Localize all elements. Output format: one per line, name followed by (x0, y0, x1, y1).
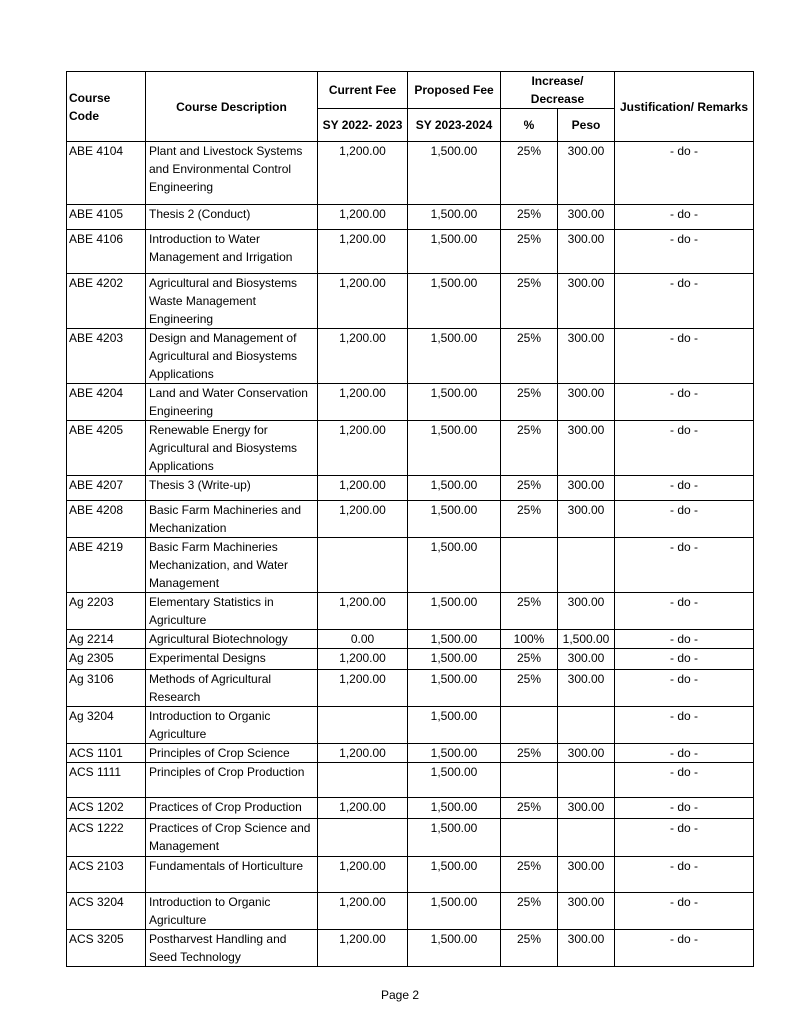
remarks-cell: - do - (615, 649, 754, 670)
peso-cell: 300.00 (558, 930, 615, 967)
peso-cell: 300.00 (558, 329, 615, 384)
table-row (67, 384, 754, 421)
course-code-cell: ACS 1101 (67, 744, 146, 763)
remarks-cell: - do - (615, 630, 754, 649)
course-code-cell: ACS 3204 (67, 893, 146, 930)
remarks-cell: - do - (615, 205, 754, 230)
remarks-cell: - do - (615, 744, 754, 763)
proposed-fee-cell: 1,500.00 (408, 329, 501, 384)
peso-cell: 300.00 (558, 274, 615, 329)
course-description-cell: Renewable Energy for Agricultural and Biosystems Applications (146, 421, 318, 476)
percent-cell: 25% (501, 593, 558, 630)
percent-cell: 25% (501, 930, 558, 967)
table-row (67, 630, 754, 649)
proposed-fee-cell: 1,500.00 (408, 893, 501, 930)
course-code-cell: Ag 3204 (67, 707, 146, 744)
header-increase-decrease: Increase/ Decrease (501, 72, 615, 109)
course-description-cell: Practices of Crop Science and Management (146, 819, 318, 857)
course-code-cell: ABE 4207 (67, 476, 146, 501)
course-code-cell: ABE 4106 (67, 230, 146, 274)
proposed-fee-cell: 1,500.00 (408, 649, 501, 670)
current-fee-cell: 1,200.00 (318, 649, 408, 670)
peso-cell: 300.00 (558, 501, 615, 538)
current-fee-cell: 0.00 (318, 630, 408, 649)
course-description-cell: Introduction to Organic Agriculture (146, 707, 318, 744)
course-code-cell: Ag 2203 (67, 593, 146, 630)
proposed-fee-cell: 1,500.00 (408, 670, 501, 707)
header-course-description: Course Description (146, 72, 318, 142)
table-row (67, 205, 754, 230)
current-fee-cell: 1,200.00 (318, 893, 408, 930)
course-code-cell: Ag 2305 (67, 649, 146, 670)
remarks-cell: - do - (615, 819, 754, 857)
course-description-cell: Introduction to Organic Agriculture (146, 893, 318, 930)
percent-cell: 25% (501, 205, 558, 230)
percent-cell (501, 538, 558, 593)
fee-table (66, 71, 754, 967)
peso-cell (558, 538, 615, 593)
proposed-fee-cell: 1,500.00 (408, 230, 501, 274)
table-row (67, 501, 754, 538)
remarks-cell: - do - (615, 384, 754, 421)
remarks-cell: - do - (615, 501, 754, 538)
percent-cell: 25% (501, 744, 558, 763)
course-description-cell: Basic Farm Machineries Mechanization, and Water Management (146, 538, 318, 593)
current-fee-cell: 1,200.00 (318, 593, 408, 630)
table-row (67, 930, 754, 967)
peso-cell: 300.00 (558, 893, 615, 930)
percent-cell: 25% (501, 142, 558, 205)
course-code-cell: ACS 1202 (67, 798, 146, 819)
percent-cell: 25% (501, 230, 558, 274)
percent-cell: 25% (501, 274, 558, 329)
current-fee-cell: 1,200.00 (318, 930, 408, 967)
proposed-fee-cell: 1,500.00 (408, 205, 501, 230)
proposed-fee-cell: 1,500.00 (408, 421, 501, 476)
peso-cell: 300.00 (558, 384, 615, 421)
course-description-cell: Principles of Crop Production (146, 763, 318, 798)
table-header (67, 72, 754, 142)
table-row (67, 707, 754, 744)
current-fee-cell: 1,200.00 (318, 274, 408, 329)
table-row (67, 230, 754, 274)
course-code-cell: ABE 4104 (67, 142, 146, 205)
proposed-fee-cell: 1,500.00 (408, 384, 501, 421)
course-description-cell: Agricultural Biotechnology (146, 630, 318, 649)
current-fee-cell (318, 763, 408, 798)
table-row (67, 744, 754, 763)
current-fee-cell: 1,200.00 (318, 501, 408, 538)
percent-cell: 25% (501, 798, 558, 819)
course-code-cell: ABE 4219 (67, 538, 146, 593)
proposed-fee-cell: 1,500.00 (408, 274, 501, 329)
remarks-cell: - do - (615, 142, 754, 205)
remarks-cell: - do - (615, 421, 754, 476)
course-description-cell: Fundamentals of Horticulture (146, 857, 318, 893)
course-description-cell: Design and Management of Agricultural and Biosystems Applications (146, 329, 318, 384)
peso-cell: 300.00 (558, 230, 615, 274)
course-code-cell: ABE 4208 (67, 501, 146, 538)
table-row (67, 857, 754, 893)
proposed-fee-cell: 1,500.00 (408, 538, 501, 593)
header-proposed-fee: Proposed Fee (408, 72, 501, 109)
current-fee-cell: 1,200.00 (318, 798, 408, 819)
proposed-fee-cell: 1,500.00 (408, 930, 501, 967)
course-description-cell: Thesis 2 (Conduct) (146, 205, 318, 230)
current-fee-cell: 1,200.00 (318, 230, 408, 274)
percent-cell: 25% (501, 421, 558, 476)
proposed-fee-cell: 1,500.00 (408, 798, 501, 819)
table-row (67, 538, 754, 593)
course-description-cell: Principles of Crop Science (146, 744, 318, 763)
remarks-cell: - do - (615, 329, 754, 384)
course-code-cell: ABE 4205 (67, 421, 146, 476)
header-percent: % (501, 109, 558, 142)
proposed-fee-cell: 1,500.00 (408, 501, 501, 538)
course-description-cell: Agricultural and Biosystems Waste Management Engineering (146, 274, 318, 329)
table-body (67, 142, 754, 967)
percent-cell: 25% (501, 893, 558, 930)
proposed-fee-cell: 1,500.00 (408, 630, 501, 649)
percent-cell: 100% (501, 630, 558, 649)
table-row (67, 476, 754, 501)
remarks-cell: - do - (615, 930, 754, 967)
course-description-cell: Experimental Designs (146, 649, 318, 670)
table-row (67, 798, 754, 819)
peso-cell: 1,500.00 (558, 630, 615, 649)
table-row (67, 421, 754, 476)
peso-cell: 300.00 (558, 670, 615, 707)
current-fee-cell: 1,200.00 (318, 205, 408, 230)
peso-cell: 300.00 (558, 857, 615, 893)
percent-cell (501, 707, 558, 744)
remarks-cell: - do - (615, 476, 754, 501)
peso-cell: 300.00 (558, 142, 615, 205)
course-code-cell: ABE 4105 (67, 205, 146, 230)
proposed-fee-cell: 1,500.00 (408, 142, 501, 205)
percent-cell: 25% (501, 649, 558, 670)
percent-cell: 25% (501, 670, 558, 707)
remarks-cell: - do - (615, 763, 754, 798)
header-sy-proposed: SY 2023-2024 (408, 109, 501, 142)
table-row (67, 274, 754, 329)
peso-cell: 300.00 (558, 744, 615, 763)
current-fee-cell (318, 538, 408, 593)
percent-cell (501, 763, 558, 798)
proposed-fee-cell: 1,500.00 (408, 857, 501, 893)
percent-cell (501, 819, 558, 857)
remarks-cell: - do - (615, 538, 754, 593)
table-row (67, 142, 754, 205)
table-row (67, 670, 754, 707)
current-fee-cell: 1,200.00 (318, 476, 408, 501)
percent-cell: 25% (501, 476, 558, 501)
current-fee-cell: 1,200.00 (318, 384, 408, 421)
course-code-cell: ACS 3205 (67, 930, 146, 967)
peso-cell: 300.00 (558, 421, 615, 476)
course-description-cell: Plant and Livestock Systems and Environmental Control Engineering (146, 142, 318, 205)
proposed-fee-cell: 1,500.00 (408, 744, 501, 763)
table-row (67, 763, 754, 798)
current-fee-cell: 1,200.00 (318, 329, 408, 384)
course-code-cell: ABE 4202 (67, 274, 146, 329)
peso-cell (558, 707, 615, 744)
header-current-fee: Current Fee (318, 72, 408, 109)
table-row (67, 893, 754, 930)
peso-cell: 300.00 (558, 593, 615, 630)
current-fee-cell (318, 707, 408, 744)
course-code-cell: ABE 4203 (67, 329, 146, 384)
proposed-fee-cell: 1,500.00 (408, 707, 501, 744)
course-code-cell: ACS 1222 (67, 819, 146, 857)
current-fee-cell: 1,200.00 (318, 670, 408, 707)
percent-cell: 25% (501, 329, 558, 384)
remarks-cell: - do - (615, 857, 754, 893)
current-fee-cell (318, 819, 408, 857)
current-fee-cell: 1,200.00 (318, 421, 408, 476)
remarks-cell: - do - (615, 707, 754, 744)
remarks-cell: - do - (615, 593, 754, 630)
current-fee-cell: 1,200.00 (318, 857, 408, 893)
course-description-cell: Elementary Statistics in Agriculture (146, 593, 318, 630)
course-description-cell: Introduction to Water Management and Irrigation (146, 230, 318, 274)
header-justification: Justification/ Remarks (615, 72, 754, 142)
page-number: Page 2 (380, 988, 420, 1002)
course-code-cell: ACS 1111 (67, 763, 146, 798)
peso-cell: 300.00 (558, 798, 615, 819)
percent-cell: 25% (501, 384, 558, 421)
proposed-fee-cell: 1,500.00 (408, 819, 501, 857)
peso-cell (558, 763, 615, 798)
course-code-cell: ACS 2103 (67, 857, 146, 893)
table-row (67, 593, 754, 630)
peso-cell: 300.00 (558, 649, 615, 670)
peso-cell: 300.00 (558, 476, 615, 501)
course-description-cell: Basic Farm Machineries and Mechanization (146, 501, 318, 538)
percent-cell: 25% (501, 501, 558, 538)
current-fee-cell: 1,200.00 (318, 142, 408, 205)
remarks-cell: - do - (615, 670, 754, 707)
header-sy-current: SY 2022- 2023 (318, 109, 408, 142)
proposed-fee-cell: 1,500.00 (408, 476, 501, 501)
course-description-cell: Thesis 3 (Write-up) (146, 476, 318, 501)
course-description-cell: Land and Water Conservation Engineering (146, 384, 318, 421)
course-code-cell: Ag 2214 (67, 630, 146, 649)
peso-cell: 300.00 (558, 205, 615, 230)
remarks-cell: - do - (615, 274, 754, 329)
course-code-cell: ABE 4204 (67, 384, 146, 421)
course-description-cell: Methods of Agricultural Research (146, 670, 318, 707)
percent-cell: 25% (501, 857, 558, 893)
table-row (67, 329, 754, 384)
table-row (67, 649, 754, 670)
peso-cell (558, 819, 615, 857)
table-row (67, 819, 754, 857)
remarks-cell: - do - (615, 230, 754, 274)
remarks-cell: - do - (615, 893, 754, 930)
course-code-cell: Ag 3106 (67, 670, 146, 707)
course-description-cell: Postharvest Handling and Seed Technology (146, 930, 318, 967)
proposed-fee-cell: 1,500.00 (408, 763, 501, 798)
current-fee-cell: 1,200.00 (318, 744, 408, 763)
header-course-code: Course Code (67, 72, 146, 142)
remarks-cell: - do - (615, 798, 754, 819)
proposed-fee-cell: 1,500.00 (408, 593, 501, 630)
header-peso: Peso (558, 109, 615, 142)
course-description-cell: Practices of Crop Production (146, 798, 318, 819)
